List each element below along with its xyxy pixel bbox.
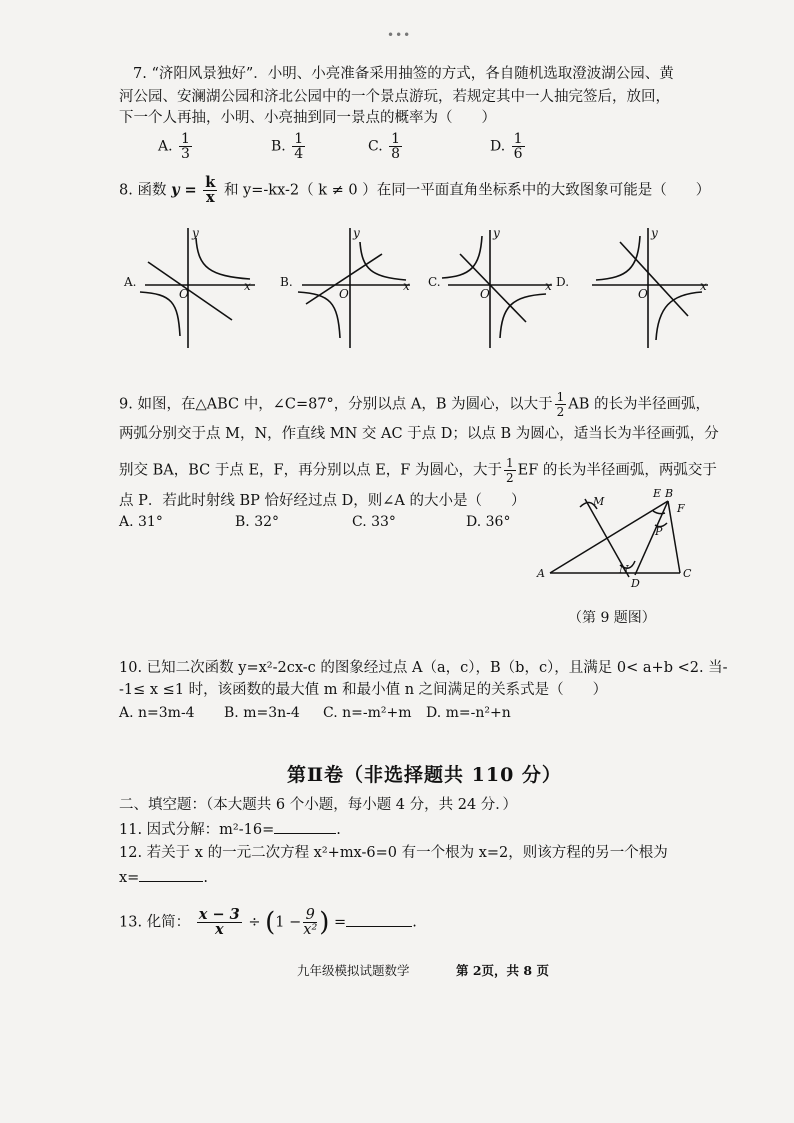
svg-text:D: D xyxy=(631,577,640,590)
q7-option-b: B. $\frac{1}{4}$ xyxy=(271,131,304,162)
svg-text:C: C xyxy=(683,567,692,580)
svg-text:O: O xyxy=(179,287,189,301)
svg-text:P: P xyxy=(655,525,663,538)
q8-graph-d-label: D. xyxy=(556,275,570,289)
q9-figure-caption: （第 9 题图） xyxy=(568,610,656,626)
q9-line4: 点 P．若此时射线 BP 恰好经过点 D，则∠A 的大小是（ ） xyxy=(119,493,526,509)
q8-stem: 8. 函数 y = $\frac{k}{x}$ 和 y=-kx-2（ k ≠ 0 ）在同一平面直角坐标系中的大致图象可能是（ ） xyxy=(119,174,711,206)
q9-line1: 9. 如图，在△ABC 中，∠C=87°，分别以点 A，B 为圆心，以大于 $\frac{1}{2}$ AB 的长为半径画弧， xyxy=(119,390,711,419)
q10-line2: -1≤ x ≤1 时，该函数的最大值 m 和最小值 n 之间满足的关系式是（ ） xyxy=(119,682,608,698)
fill-in-heading: 二、填空题：（本大题共 6 个小题，每小题 4 分，共 24 分．） xyxy=(119,797,518,813)
q7-option-d: D. $\frac{1}{6}$ xyxy=(490,131,523,162)
q9-line2: 两弧分别交于点 M，N，作直线 MN 交 AC 于点 D；以点 B 为圆心，适当长为半径画弧，分 xyxy=(119,426,719,442)
top-dots: ••• xyxy=(387,28,412,42)
q11: 11. 因式分解：m²-16= . xyxy=(119,822,341,838)
svg-text:x: x xyxy=(545,279,552,293)
q9-figure xyxy=(535,485,710,600)
svg-text:E: E xyxy=(653,487,662,500)
q9-option-d: D. 36° xyxy=(466,514,511,530)
q8-graph-c-label: C. xyxy=(428,275,441,289)
q7-line1: 7. “济阳风景独好”．小明、小亮准备采用抽签的方式，各自随机选取澄波湖公园、黄 xyxy=(133,66,674,82)
q8-graph-b-label: B. xyxy=(280,275,293,289)
section-title: 第Ⅱ卷（非选择题共 110 分） xyxy=(287,764,562,786)
svg-text:y: y xyxy=(651,226,658,240)
svg-text:A: A xyxy=(537,567,545,580)
svg-text:B: B xyxy=(665,487,674,500)
svg-text:y: y xyxy=(353,226,360,240)
svg-text:x: x xyxy=(244,279,251,293)
footer-subject: 九年级模拟试题数学 xyxy=(297,963,410,978)
svg-text:x: x xyxy=(403,279,410,293)
q10-option-c: C. n=-m²+m xyxy=(323,705,412,721)
svg-text:F: F xyxy=(677,502,685,515)
svg-text:x: x xyxy=(700,279,707,293)
svg-text:O: O xyxy=(339,287,349,301)
q10-option-a: A. n=3m-4 xyxy=(119,705,195,721)
q10-option-d: D. m=-n²+n xyxy=(426,705,511,721)
q10-option-b: B. m=3n-4 xyxy=(224,705,300,721)
q7-option-c: C. $\frac{1}{8}$ xyxy=(368,131,401,162)
q9-option-a: A. 31° xyxy=(119,514,163,530)
q7-line2: 河公园、安澜湖公园和济北公园中的一个景点游玩，若规定其中一人抽完签后，放回， xyxy=(119,89,670,105)
svg-text:N: N xyxy=(619,563,629,576)
q9-option-c: C. 33° xyxy=(352,514,396,530)
q8-graphs xyxy=(120,220,740,355)
svg-text:M: M xyxy=(593,495,605,508)
q12-line2: x= . xyxy=(119,870,208,886)
q9-line3: 别交 BA，BC 于点 E，F，再分别以点 E，F 为圆心，大于 $\frac{1}{2}$ EF 的长为半径画弧，两弧交于 xyxy=(119,456,717,485)
svg-text:O: O xyxy=(480,287,490,301)
q12-line1: 12. 若关于 x 的一元二次方程 x²+mx-6=0 有一个根为 x=2，则该方程的另一个根为 xyxy=(119,845,668,861)
q8-graph-a-label: A. xyxy=(124,275,137,289)
svg-text:y: y xyxy=(493,226,500,240)
q7-line3: 下一个人再抽，小明、小亮抽到同一景点的概率为（ ） xyxy=(119,110,496,126)
svg-text:O: O xyxy=(638,287,648,301)
footer-page-number: 第 2页，共 8 页 xyxy=(456,963,549,978)
q10-line1: 10. 已知二次函数 y=x²-2cx-c 的图象经过点 A（a，c），B（b，c），且满足 0< a+b <2. 当- xyxy=(119,660,728,676)
q13: 13. 化简： $\frac{x - 3}{x}$ ÷ (1 − $\frac{9}{\text{x²}}$ ) = . xyxy=(119,906,417,938)
q9-option-b: B. 32° xyxy=(235,514,280,530)
q7-option-a: A. $\frac{1}{3}$ xyxy=(158,131,190,162)
svg-text:y: y xyxy=(192,226,199,240)
